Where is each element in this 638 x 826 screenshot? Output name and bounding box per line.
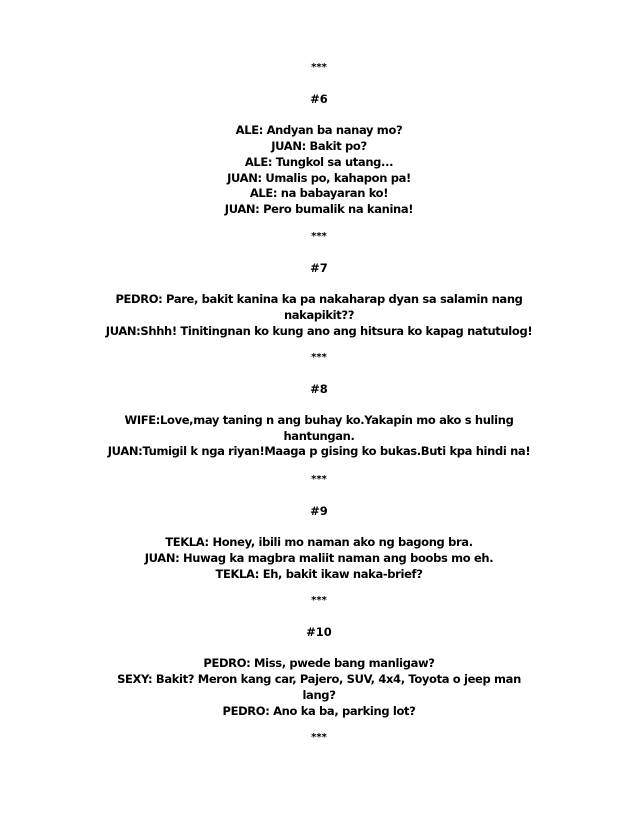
dialogue-line: ALE: Tungkol sa utang...: [244, 155, 394, 169]
dialogue-line: JUAN: Umalis po, kahapon pa!: [227, 171, 411, 185]
dialogue-line: TEKLA: Eh, bakit ikaw naka-brief?: [215, 567, 423, 581]
dialogue-line: PEDRO: Ano ka ba, parking lot?: [222, 704, 416, 718]
dialogue-line: JUAN: Huwag ka magbra maliit naman ang boobs mo eh.: [144, 551, 494, 565]
separator: ***: [311, 231, 327, 242]
dialogue-line: ALE: Andyan ba nanay mo?: [235, 123, 403, 137]
separator: ***: [311, 595, 327, 606]
dialogue-line: PEDRO: Miss, pwede bang manligaw?: [203, 656, 435, 670]
dialogue-line: JUAN: Pero bumalik na kanina!: [224, 202, 414, 216]
dialogue-line: TEKLA: Honey, ibili mo naman ako ng bagong bra.: [165, 535, 473, 549]
dialogue-line: hantungan.: [283, 429, 355, 443]
dialogue-line: JUAN:Tumigil k nga riyan!Maaga p gising ko bukas.Buti kpa hindi na!: [107, 444, 531, 458]
dialogue-line: SEXY: Bakit? Meron kang car, Pajero, SUV, 4x4, Toyota o jeep man: [117, 672, 521, 686]
joke-number: #10: [306, 625, 332, 639]
dialogue-line: lang?: [302, 688, 336, 702]
separator: ***: [311, 732, 327, 743]
dialogue-line: JUAN: Bakit po?: [271, 139, 367, 153]
separator: ***: [311, 62, 327, 73]
separator: ***: [311, 352, 327, 363]
separator: ***: [311, 474, 327, 485]
dialogue-line: WIFE:Love,may taning n ang buhay ko.Yakapin mo ako s huling: [124, 413, 514, 427]
dialogue-line: nakapikit??: [283, 308, 355, 322]
joke-number: #7: [310, 261, 328, 275]
dialogue-line: ALE: na babayaran ko!: [249, 186, 389, 200]
joke-number: #6: [310, 92, 328, 106]
dialogue-line: JUAN:Shhh! Tinitingnan ko kung ano ang hitsura ko kapag natutulog!: [105, 324, 533, 338]
dialogue-line: PEDRO: Pare, bakit kanina ka pa nakaharap dyan sa salamin nang: [115, 292, 523, 306]
joke-number: #9: [310, 504, 328, 518]
joke-number: #8: [310, 382, 328, 396]
